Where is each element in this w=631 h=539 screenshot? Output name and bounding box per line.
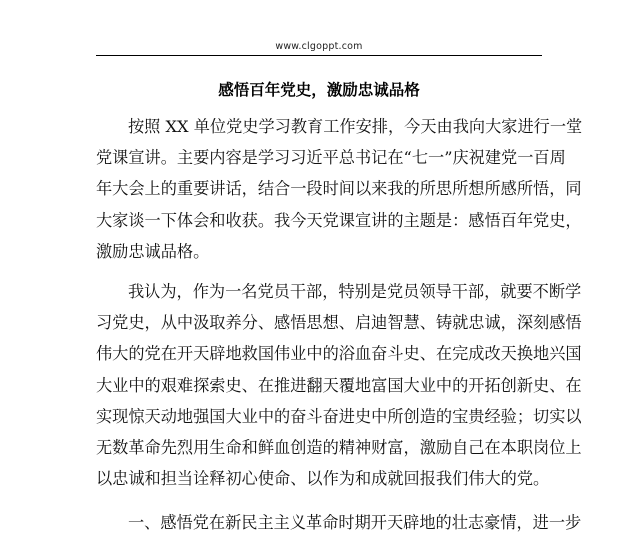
page-header-website: www.clgoppt.com: [275, 41, 363, 52]
paragraph-1: [96, 111, 583, 267]
paragraph-line: 激励忠诚品格。: [96, 241, 210, 261]
paragraph-line: 我认为，作为一名党员干部，特别是党员领导干部，就要不断学: [128, 282, 582, 301]
document-title: 感悟百年党史，激励忠诚品格: [218, 80, 420, 99]
paragraph-line: 党课宣讲。主要内容是学习习近平总书记在“七一”庆祝建党一百周: [96, 148, 566, 168]
paragraph-line: 按照 XX 单位党史学习教育工作安排，今天由我向大家进行一堂: [128, 117, 583, 136]
paragraph-line: 大业中的艰难探索史、在推进翻天覆地富国大业中的开拓创新史、在: [96, 375, 582, 395]
paragraph-3: [96, 507, 582, 538]
paragraph-line: 无数革命先烈用生命和鲜血创造的精神财富，激励自己在本职岗位上: [96, 437, 582, 457]
paragraph-line: 伟大的党在开天辟地救国伟业中的浴血奋斗史、在完成改天换地兴国: [96, 344, 582, 364]
paragraph-line: 实现惊天动地强国大业中的奋斗奋进史中所创造的宝贵经验；切实以: [96, 406, 582, 426]
paragraph-line: 大家谈一下体会和收获。我今天党课宣讲的主题是：感悟百年党史，: [96, 210, 582, 230]
paragraph-line: 习党史，从中汲取养分、感悟思想、启迪智慧、铸就忠诚，深刻感悟: [96, 313, 582, 333]
paragraph-line: 以忠诚和担当诠释初心使命、以作为和成就回报我们伟大的党。: [96, 469, 550, 489]
paragraph-line: 一、感悟党在新民主主义革命时期开天辟地的壮志豪情，进一步: [128, 513, 582, 532]
paragraph-line: 年大会上的重要讲话，结合一段时间以来我的所思所想所感所悟，同: [96, 179, 582, 199]
paragraph-2: [96, 276, 582, 494]
header-divider: [96, 55, 542, 56]
